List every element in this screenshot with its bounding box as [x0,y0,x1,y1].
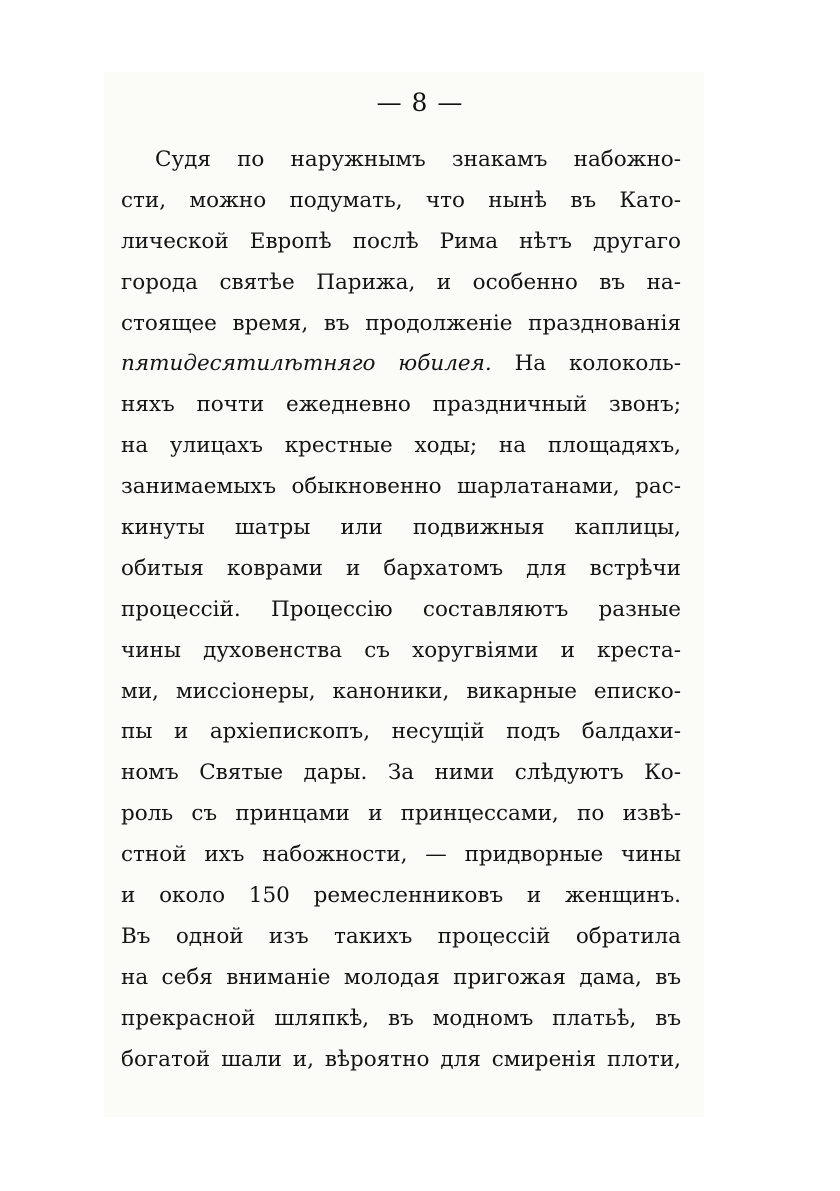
italic-phrase: пятидесятилѣтняго юбилея. [121,351,492,377]
page-number: — 8 — [376,88,464,117]
text-segment: На колоколь- [514,351,681,377]
text-line: лической Европѣ послѣ Рима нѣтъ другаго [121,228,681,254]
text-line: стной ихъ набожности, — придворные чины [121,842,681,868]
text-line: Судя по наружнымъ знакамъ набожно- [155,147,681,172]
text-line: кинуты шатры или подвижныя каплицы, [121,515,681,541]
text-line: процессій. Процессію составляютъ разные [121,596,681,622]
text-line: ми, миссіонеры, каноники, викарные еписко- [121,678,681,704]
text-line: чины духовенства съ хоругвіями и креста- [121,637,681,663]
text-line: богатой шали и, вѣроятно для смиренія плоти, [121,1046,681,1072]
text-line: сти, можно подумать, что нынѣ въ Като- [121,187,681,213]
text-line: номъ Святые дары. За ними слѣдуютъ Ко- [121,760,681,786]
text-line: прекрасной шляпкѣ, въ модномъ платьѣ, въ [121,1005,681,1031]
text-line: города святѣе Парижа, и особенно въ на- [121,269,681,295]
text-line: стоящее время, въ продолженіе празднованія [121,310,681,336]
text-line: роль съ принцами и принцессами, по извѣ- [121,801,681,827]
text-line: няхъ почти ежедневно праздничный звонъ; [121,392,681,418]
text-line: пы и архіепископъ, несущій подъ балдахи- [121,719,681,745]
text-line: на улицахъ крестные ходы; на площадяхъ, [121,433,681,459]
text-line-mixed [121,344,681,385]
text-line: Въ одной изъ такихъ процессій обратила [121,923,681,949]
text-line: на себя вниманіе молодая пригожая дама, въ [121,964,681,990]
text-line: обитыя коврами и бархатомъ для встрѣчи [121,555,681,581]
body-text [121,140,681,1080]
text-line: занимаемыхъ обыкновенно шарлатанами, рас- [121,474,681,500]
text-line: и около 150 ремесленниковъ и женщинъ. [121,883,681,909]
